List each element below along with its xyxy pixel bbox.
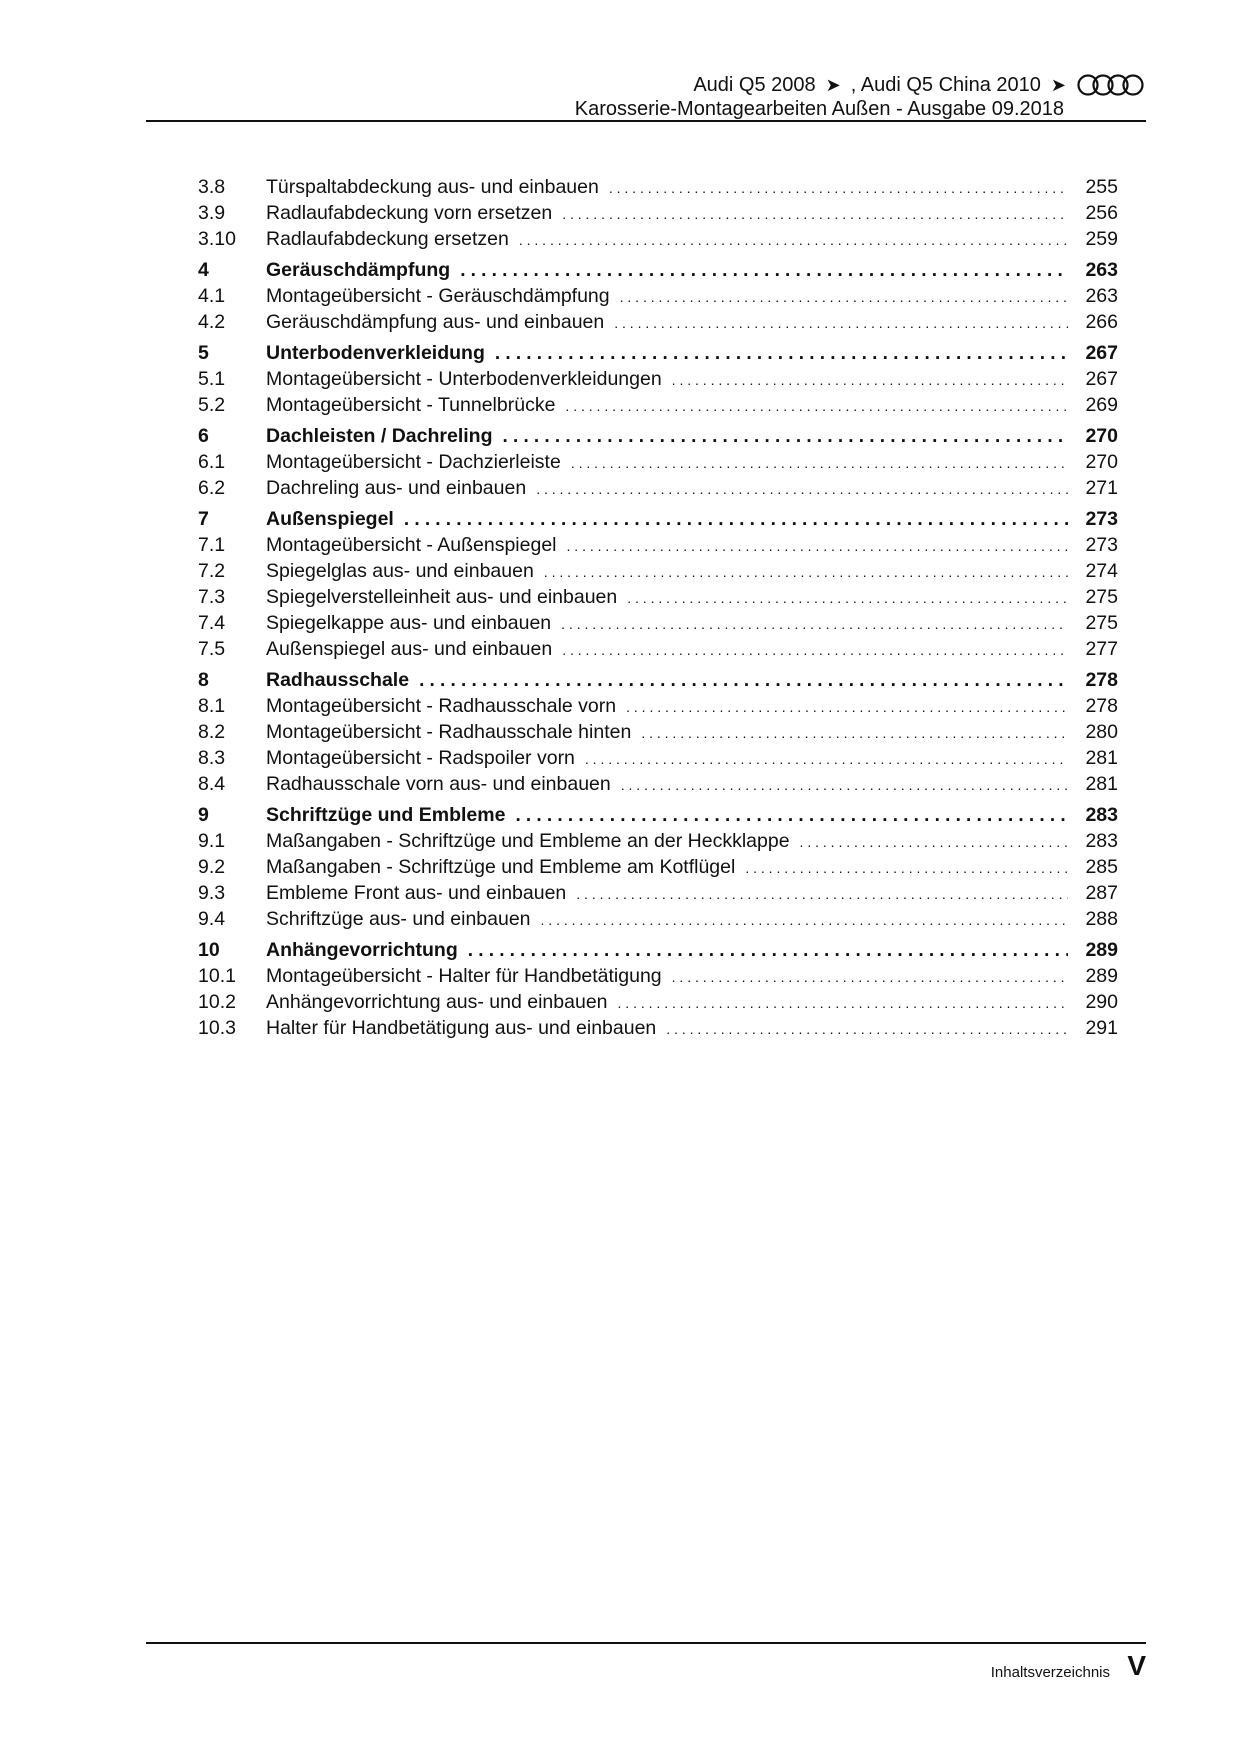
toc-entry-title: Radlaufabdeckung vorn ersetzen xyxy=(266,202,553,224)
toc-entry-page: 273 xyxy=(1085,534,1118,556)
toc-entry-number: 9.3 xyxy=(198,882,226,904)
toc-entry-title: Dachreling aus- und einbauen xyxy=(266,477,527,499)
toc-entry-number: 7.5 xyxy=(198,638,226,660)
toc-dot-leader xyxy=(519,227,1068,253)
toc-dot-leader xyxy=(618,990,1068,1016)
toc-entry-page: 290 xyxy=(1085,991,1118,1013)
toc-entry-title: Montageübersicht - Tunnelbrücke xyxy=(266,394,556,416)
toc-section-row[interactable] xyxy=(198,392,1118,418)
toc-entry-title: Unterbodenverkleidung xyxy=(266,342,485,364)
toc-dot-leader xyxy=(745,855,1068,881)
toc-section-row[interactable] xyxy=(198,745,1118,771)
toc-entry-number: 9 xyxy=(198,804,209,826)
toc-entry-page: 266 xyxy=(1085,311,1118,333)
toc-section-row[interactable] xyxy=(198,636,1118,662)
toc-entry-number: 8 xyxy=(198,669,209,691)
toc-entry-number: 7.3 xyxy=(198,586,226,608)
toc-entry-title: Halter für Handbetätigung aus- und einbauen xyxy=(266,1017,657,1039)
toc-dot-leader xyxy=(404,507,1068,533)
toc-section-row[interactable] xyxy=(198,200,1118,226)
toc-entry-title: Radhausschale vorn aus- und einbauen xyxy=(266,773,611,795)
toc-entry-page: 281 xyxy=(1085,747,1118,769)
toc-dot-leader xyxy=(503,424,1069,450)
toc-entry-page: 273 xyxy=(1085,508,1118,530)
toc-entry-number: 7 xyxy=(198,508,209,530)
toc-entry-page: 283 xyxy=(1085,830,1118,852)
toc-entry-page: 288 xyxy=(1085,908,1118,930)
toc-entry-page: 289 xyxy=(1085,965,1118,987)
toc-entry-page: 256 xyxy=(1085,202,1118,224)
toc-dot-leader xyxy=(495,341,1068,367)
toc-entry-page: 277 xyxy=(1085,638,1118,660)
toc-entry-number: 7.2 xyxy=(198,560,226,582)
toc-section-row[interactable] xyxy=(198,475,1118,501)
footer-section-label: Inhaltsverzeichnis xyxy=(990,1664,1110,1681)
arrow-right-icon: ➤ xyxy=(1050,74,1066,95)
toc-entry-number: 10.1 xyxy=(198,965,236,987)
toc-entry-page: 275 xyxy=(1085,612,1118,634)
toc-entry-title: Schriftzüge aus- und einbauen xyxy=(266,908,531,930)
toc-dot-leader xyxy=(571,450,1068,476)
toc-dot-leader xyxy=(565,393,1068,419)
toc-entry-title: Montageübersicht - Außenspiegel xyxy=(266,534,557,556)
toc-section-row[interactable] xyxy=(198,226,1118,252)
toc-entry-page: 263 xyxy=(1085,259,1118,281)
footer-page-number: V xyxy=(1127,1650,1146,1681)
toc-entry-title: Türspaltabdeckung aus- und einbauen xyxy=(266,176,599,198)
toc-section-row[interactable] xyxy=(198,584,1118,610)
toc-dot-leader xyxy=(541,907,1068,933)
toc-entry-number: 4 xyxy=(198,259,209,281)
toc-entry-title: Montageübersicht - Radhausschale vorn xyxy=(266,695,617,717)
toc-entry-page: 275 xyxy=(1085,586,1118,608)
toc-entry-number: 10.3 xyxy=(198,1017,236,1039)
toc-entry-title: Spiegelkappe aus- und einbauen xyxy=(266,612,552,634)
toc-entry-number: 4.1 xyxy=(198,285,226,307)
toc-section-row[interactable] xyxy=(198,880,1118,906)
header-divider xyxy=(146,120,1146,122)
toc-dot-leader xyxy=(567,533,1068,559)
toc-entry-page: 283 xyxy=(1085,804,1118,826)
toc-entry-title: Spiegelglas aus- und einbauen xyxy=(266,560,534,582)
toc-dot-leader xyxy=(562,637,1068,663)
toc-dot-leader xyxy=(536,476,1068,502)
arrow-right-icon: ➤ xyxy=(825,74,841,95)
toc-section-row[interactable] xyxy=(198,854,1118,880)
toc-entry-title: Maßangaben - Schriftzüge und Embleme an der Heckklappe xyxy=(266,830,790,852)
toc-entry-page: 278 xyxy=(1085,695,1118,717)
toc-dot-leader xyxy=(468,938,1068,964)
toc-entry-page: 263 xyxy=(1085,285,1118,307)
audi-rings-icon xyxy=(1076,72,1146,98)
toc-section-row[interactable] xyxy=(198,989,1118,1015)
toc-dot-leader xyxy=(561,611,1068,637)
footer-divider xyxy=(146,1642,1146,1644)
toc-entry-number: 9.1 xyxy=(198,830,226,852)
toc-section-row[interactable] xyxy=(198,1015,1118,1041)
toc-section-row[interactable] xyxy=(198,693,1118,719)
toc-entry-number: 3.9 xyxy=(198,202,226,224)
toc-entry-page: 259 xyxy=(1085,228,1118,250)
toc-dot-leader xyxy=(672,367,1068,393)
toc-entry-number: 9.2 xyxy=(198,856,226,878)
toc-entry-title: Montageübersicht - Geräuschdämpfung xyxy=(266,285,610,307)
toc-entry-title: Außenspiegel aus- und einbauen xyxy=(266,638,553,660)
toc-entry-number: 9.4 xyxy=(198,908,226,930)
toc-entry-title: Geräuschdämpfung aus- und einbauen xyxy=(266,311,605,333)
toc-entry-number: 6.2 xyxy=(198,477,226,499)
table-of-contents xyxy=(198,174,1118,1041)
toc-section-row[interactable] xyxy=(198,366,1118,392)
toc-dot-leader xyxy=(515,803,1068,829)
toc-chapter-row[interactable] xyxy=(198,423,1118,449)
toc-dot-leader xyxy=(626,694,1068,720)
toc-section-row[interactable] xyxy=(198,771,1118,797)
toc-dot-leader xyxy=(666,1016,1068,1042)
toc-entry-number: 8.2 xyxy=(198,721,226,743)
toc-entry-page: 270 xyxy=(1085,451,1118,473)
toc-section-row[interactable] xyxy=(198,963,1118,989)
toc-entry-page: 269 xyxy=(1085,394,1118,416)
toc-entry-title: Dachleisten / Dachreling xyxy=(266,425,493,447)
toc-entry-page: 267 xyxy=(1085,368,1118,390)
toc-entry-page: 278 xyxy=(1085,669,1118,691)
toc-chapter-row[interactable] xyxy=(198,667,1118,693)
toc-chapter-row[interactable] xyxy=(198,257,1118,283)
toc-entry-number: 3.10 xyxy=(198,228,236,250)
toc-dot-leader xyxy=(576,881,1068,907)
toc-entry-number: 7.4 xyxy=(198,612,226,634)
toc-entry-title: Embleme Front aus- und einbauen xyxy=(266,882,567,904)
toc-dot-leader xyxy=(614,310,1068,336)
toc-entry-number: 5.2 xyxy=(198,394,226,416)
toc-section-row[interactable] xyxy=(198,283,1118,309)
toc-entry-title: Montageübersicht - Halter für Handbetätigung xyxy=(266,965,662,987)
toc-entry-number: 6.1 xyxy=(198,451,226,473)
toc-entry-number: 10.2 xyxy=(198,991,236,1013)
toc-entry-number: 8.4 xyxy=(198,773,226,795)
toc-chapter-row[interactable] xyxy=(198,937,1118,963)
toc-entry-page: 289 xyxy=(1085,939,1118,961)
toc-entry-title: Schriftzüge und Embleme xyxy=(266,804,506,826)
toc-entry-title: Radhausschale xyxy=(266,669,410,691)
header-manual-title: Karosserie-Montagearbeiten Außen - Ausgabe 09.2018 xyxy=(574,98,1064,120)
toc-section-row[interactable] xyxy=(198,828,1118,854)
toc-entry-title: Montageübersicht - Radhausschale hinten xyxy=(266,721,632,743)
toc-entry-number: 4.2 xyxy=(198,311,226,333)
toc-entry-title: Montageübersicht - Unterbodenverkleidungen xyxy=(266,368,662,390)
toc-section-row[interactable] xyxy=(198,719,1118,745)
toc-dot-leader xyxy=(460,258,1068,284)
toc-dot-leader xyxy=(627,585,1068,611)
toc-section-row[interactable] xyxy=(198,558,1118,584)
toc-dot-leader xyxy=(562,201,1068,227)
toc-entry-number: 3.8 xyxy=(198,176,226,198)
toc-entry-title: Spiegelverstelleinheit aus- und einbauen xyxy=(266,586,618,608)
toc-entry-page: 287 xyxy=(1085,882,1118,904)
toc-entry-page: 271 xyxy=(1085,477,1118,499)
toc-entry-title: Maßangaben - Schriftzüge und Embleme am Kotflügel xyxy=(266,856,736,878)
toc-entry-title: Montageübersicht - Dachzierleiste xyxy=(266,451,561,473)
toc-section-row[interactable] xyxy=(198,309,1118,335)
toc-chapter-row[interactable] xyxy=(198,340,1118,366)
toc-entry-page: 281 xyxy=(1085,773,1118,795)
toc-section-row[interactable] xyxy=(198,449,1118,475)
toc-dot-leader xyxy=(800,829,1068,855)
toc-section-row[interactable] xyxy=(198,174,1118,200)
toc-entry-page: 285 xyxy=(1085,856,1118,878)
toc-entry-page: 280 xyxy=(1085,721,1118,743)
toc-entry-page: 270 xyxy=(1085,425,1118,447)
toc-entry-title: Außenspiegel xyxy=(266,508,394,530)
toc-dot-leader xyxy=(544,559,1068,585)
toc-entry-title: Montageübersicht - Radspoiler vorn xyxy=(266,747,575,769)
toc-dot-leader xyxy=(641,720,1068,746)
toc-entry-number: 7.1 xyxy=(198,534,226,556)
toc-entry-title: Geräuschdämpfung xyxy=(266,259,451,281)
toc-entry-title: Anhängevorrichtung aus- und einbauen xyxy=(266,991,608,1013)
header-model-2: , Audi Q5 China 2010 xyxy=(850,73,1041,96)
toc-section-row[interactable] xyxy=(198,906,1118,932)
toc-entry-page: 274 xyxy=(1085,560,1118,582)
toc-dot-leader xyxy=(620,284,1068,310)
toc-entry-title: Anhängevorrichtung xyxy=(266,939,458,961)
toc-entry-page: 267 xyxy=(1085,342,1118,364)
toc-section-row[interactable] xyxy=(198,532,1118,558)
toc-dot-leader xyxy=(585,746,1068,772)
toc-entry-page: 291 xyxy=(1085,1017,1118,1039)
toc-dot-leader xyxy=(672,964,1068,990)
toc-entry-number: 6 xyxy=(198,425,209,447)
toc-dot-leader xyxy=(419,668,1068,694)
toc-section-row[interactable] xyxy=(198,610,1118,636)
toc-entry-title: Radlaufabdeckung ersetzen xyxy=(266,228,509,250)
toc-chapter-row[interactable] xyxy=(198,506,1118,532)
toc-dot-leader xyxy=(609,175,1068,201)
toc-entry-number: 8.3 xyxy=(198,747,226,769)
toc-entry-number: 10 xyxy=(198,939,220,961)
toc-entry-page: 255 xyxy=(1085,176,1118,198)
toc-entry-number: 5 xyxy=(198,342,209,364)
toc-dot-leader xyxy=(621,772,1068,798)
header-model-1: Audi Q5 2008 xyxy=(693,73,816,96)
toc-chapter-row[interactable] xyxy=(198,802,1118,828)
toc-entry-number: 8.1 xyxy=(198,695,226,717)
toc-entry-number: 5.1 xyxy=(198,368,226,390)
header-vehicle-line xyxy=(693,70,1146,100)
